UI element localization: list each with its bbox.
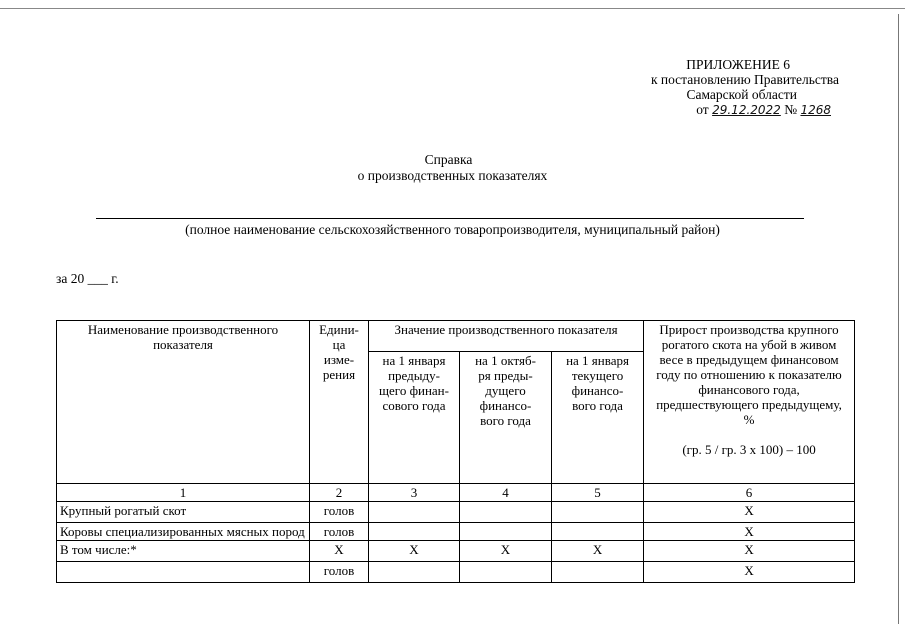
col-number: 2 [310, 484, 369, 502]
col-number: 3 [369, 484, 460, 502]
scan-border-right [898, 14, 899, 624]
row-growth: Х [644, 502, 855, 523]
header-unit: Едини-ца изме-рения [310, 321, 369, 484]
handwritten-number: 1268 [800, 103, 831, 117]
row-value-jan-prev [369, 562, 460, 583]
scan-border-top [0, 8, 905, 9]
appendix-title: ПРИЛОЖЕНИЕ 6 [686, 57, 790, 72]
appendix-date-line [519, 102, 831, 118]
header-value-group: Значение производственного показателя [369, 321, 644, 352]
table-row [57, 541, 855, 562]
row-unit: голов [310, 523, 369, 541]
table-row [57, 523, 855, 541]
document-subtitle: о производственных показателях [357, 168, 548, 183]
producer-name-line [96, 218, 804, 219]
row-unit: Х [310, 541, 369, 562]
number-prefix: № [784, 102, 798, 117]
document-title: Справка [424, 152, 473, 167]
col-number: 6 [644, 484, 855, 502]
row-name [57, 562, 310, 583]
row-name: Крупный рогатый скот [57, 502, 310, 523]
row-value-jan-prev [369, 502, 460, 523]
indicators-table [56, 320, 855, 583]
appendix-block [519, 57, 839, 118]
header-oct-prev: на 1 октяб-ря преды-дущего финансо-вого года [460, 351, 552, 483]
header-jan-curr: на 1 января текущего финансо-вого года [552, 351, 644, 483]
table-row [57, 502, 855, 523]
row-value-oct-prev [460, 502, 552, 523]
row-growth: Х [644, 541, 855, 562]
row-growth: Х [644, 523, 855, 541]
row-name: Коровы специализированных мясных пород [57, 523, 310, 541]
row-unit: голов [310, 562, 369, 583]
row-value-jan-prev: Х [369, 541, 460, 562]
row-value-oct-prev [460, 562, 552, 583]
header-row [57, 321, 855, 352]
handwritten-date: 29.12.2022 [712, 103, 781, 117]
header-growth [644, 321, 855, 484]
header-name: Наименование производственного показателя [57, 321, 310, 484]
appendix-line-1: к постановлению Правительства [650, 72, 839, 87]
row-value-jan-curr [552, 523, 644, 541]
header-growth-formula: (гр. 5 / гр. 3 х 100) – 100 [682, 442, 816, 457]
row-value-oct-prev: Х [460, 541, 552, 562]
row-value-jan-curr: Х [552, 541, 644, 562]
row-name: В том числе:* [57, 541, 310, 562]
row-unit: голов [310, 502, 369, 523]
table-row [57, 562, 855, 583]
appendix-line-2: Самарской области [686, 87, 797, 102]
col-number: 1 [57, 484, 310, 502]
row-value-jan-curr [552, 562, 644, 583]
document-heading [0, 152, 905, 184]
date-prefix: от [696, 102, 709, 117]
row-value-jan-prev [369, 523, 460, 541]
row-value-jan-curr [552, 502, 644, 523]
col-number: 4 [460, 484, 552, 502]
col-number: 5 [552, 484, 644, 502]
header-growth-text: Прирост производства крупного рогатого скота на убой в живом весе в предыдущем финансовом году по отношению к показателю финансового года, предшествующего предыдущему, % [656, 322, 842, 427]
row-growth: Х [644, 562, 855, 583]
year-line: за 20 ___ г. [56, 271, 119, 286]
column-number-row [57, 484, 855, 502]
row-value-oct-prev [460, 523, 552, 541]
header-jan-prev: на 1 января предыду-щего финан-сового года [369, 351, 460, 483]
producer-name-caption: (полное наименование сельскохозяйственного товаропроизводителя, муниципальный район) [185, 222, 720, 237]
